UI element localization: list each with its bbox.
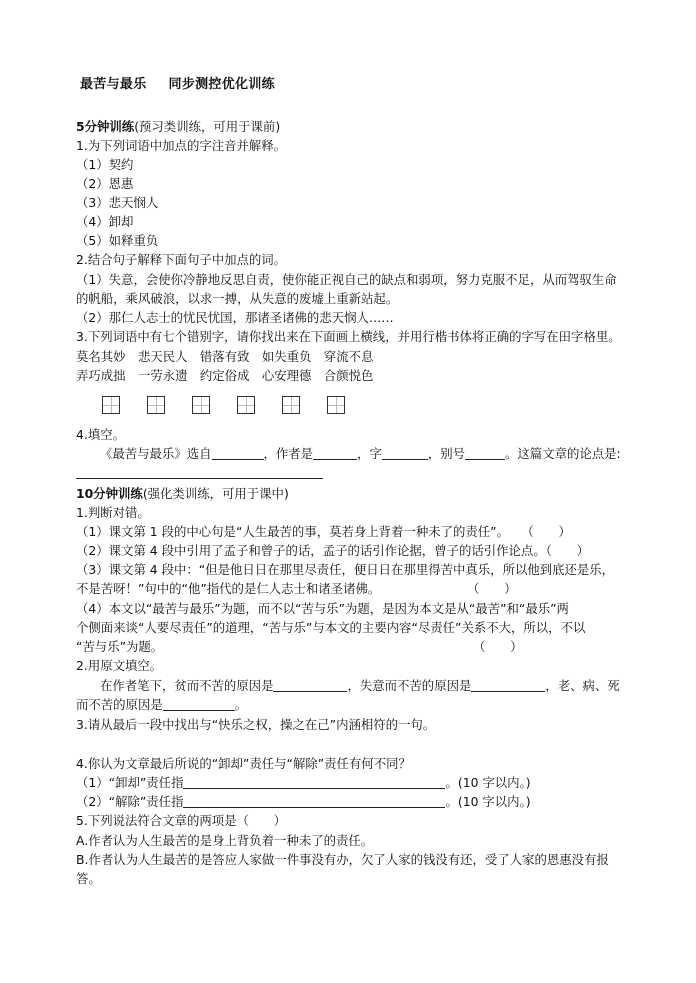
answer-blank[interactable]: [465, 446, 505, 460]
q4-text: ，别号: [427, 446, 466, 461]
answer-blank[interactable]: [163, 697, 235, 711]
fill-line-1: [76, 677, 620, 695]
judge-item-4a: （4）本文以“最苦与最乐”为题，而不以“苦与乐”为题，是因为本文是从“最苦”和“最乐”两: [76, 601, 569, 616]
judge-item-3a: （3）课文第 4 段中：“但是他日日在那里尽责任，便日日在那里得苦中真乐，所以他到底还是乐，: [76, 562, 615, 577]
question-3-find-sentence: 3.请从最后一段中找出与“快乐之权，操之在己”内涵相符的一句。: [76, 717, 436, 732]
answer-line[interactable]: [76, 478, 323, 479]
q4-answer-b: [76, 793, 531, 811]
fill-text: 。: [234, 697, 248, 712]
q4-text: ，字: [357, 446, 382, 461]
tianzige-box[interactable]: [237, 396, 255, 414]
q1-item-2: （2）恩惠: [76, 176, 134, 191]
tianzige-box[interactable]: [147, 396, 165, 414]
fill-text: 而不苦的原因是: [76, 697, 163, 712]
answer-prompt: （2）“解除”责任指: [76, 794, 184, 809]
answer-prompt: （1）“卸却”责任指: [76, 775, 184, 790]
judge-item-4c: “苦与乐”为题。 （ ）: [76, 639, 523, 654]
q1-item-4: （4）卸却: [76, 214, 134, 229]
section-label: 5分钟训练: [76, 119, 135, 134]
judge-question-stem: 1.判断对错。: [76, 505, 150, 520]
judge-item-1: （1）课文第 1 段的中心句是“人生最苦的事，莫若身上背着一种未了的责任”。 （ ）: [76, 524, 571, 539]
tianzige-box[interactable]: [327, 396, 345, 414]
question-3-stem: 3.下列词语中有七个错别字，请你找出来在下面画上横线，并用行楷书体将正确的字写在田字格里。: [76, 329, 621, 344]
fill-question-stem: 2.用原文填空。: [76, 658, 163, 673]
title-main: 最苦与最乐: [80, 77, 147, 92]
answer-blank[interactable]: [273, 678, 347, 692]
answer-blank[interactable]: [212, 446, 264, 460]
document-title: [80, 76, 275, 94]
option-b-line-2: 答。: [76, 871, 101, 886]
q3-word-row-2: 弄巧成拙 一劳永遗 约定俗成 心安理德 合颜悦色: [76, 368, 374, 383]
question-5-stem: 5.下列说法符合文章的两项是（ ）: [76, 813, 287, 828]
q1-item-5: （5）如释重负: [76, 233, 159, 248]
judge-item-2: （2）课文第 4 段中引用了孟子和曾子的话，孟子的话引作论据，曾子的话引作论点。（ ）: [76, 543, 590, 558]
q4-text: 《最苦与最乐》选自: [100, 446, 212, 461]
answer-blank[interactable]: [183, 794, 445, 808]
section-note: (强化类训练，可用于课中): [142, 486, 289, 501]
answer-blank[interactable]: [183, 775, 445, 789]
answer-blank[interactable]: [382, 446, 428, 460]
answer-tail: 。(10 字以内。): [445, 775, 531, 790]
answer-tail: 。(10 字以内。): [445, 794, 531, 809]
question-2-stem: 2.结合句子解释下面句子中加点的词。: [76, 252, 287, 267]
section-label: 10分钟训练: [76, 486, 143, 501]
fill-text: 在作者笔下，贫而不苦的原因是: [100, 678, 274, 693]
q2-sentence-2: （2）那仁人志士的忧民忧国，那诸圣诸佛的悲天悯人……: [76, 310, 394, 325]
section-10min-heading: [76, 485, 289, 503]
q3-word-row-1: 莫名其妙 悲天民人 错落有致 如失重负 穿流不息: [76, 349, 374, 364]
section-5min-heading: [76, 118, 280, 136]
section-note: (预习类训练，可用于课前): [134, 119, 281, 134]
q2-sentence-1a: （1）失意，会使你冷静地反思自责，使你能正视自己的缺点和弱项，努力克服不足，从而驾驭生命: [76, 272, 617, 287]
question-1-stem: 1.为下列词语中加点的字注音并解释。: [76, 138, 287, 153]
q1-item-3: （3）悲天悯人: [76, 195, 159, 210]
q4-fill-line: [76, 445, 621, 463]
option-b-line-1: B.作者认为人生最苦的是答应人家做一件事没有办，欠了人家的钱没有还，受了人家的恩惠没有报: [76, 852, 609, 867]
option-a: A.作者认为人生最苦的是身上背负着一种未了的责任。: [76, 833, 374, 848]
fill-line-2: [76, 696, 247, 714]
tianzige-box[interactable]: [102, 396, 120, 414]
fill-text: ，老、病、死: [545, 678, 620, 693]
q4-text: 。这篇文章的论点是:: [505, 446, 621, 461]
judge-item-3b: 不是苦呀！”句中的“他”指代的是仁人志士和诸圣诸佛。 （ ）: [76, 581, 517, 596]
answer-blank[interactable]: [471, 678, 545, 692]
q1-item-1: （1）契约: [76, 157, 134, 172]
question-4-difference: 4.你认为文章最后所说的“卸却”责任与“解除”责任有何不同？: [76, 756, 411, 771]
tianzige-box[interactable]: [192, 396, 210, 414]
answer-blank[interactable]: [313, 446, 357, 460]
title-sub: 同步测控优化训练: [168, 77, 275, 92]
tianzige-box[interactable]: [282, 396, 300, 414]
q4-text: ，作者是: [263, 446, 314, 461]
fill-text: ，失意而不苦的原因是: [347, 678, 472, 693]
question-4-stem: 4.填空。: [76, 427, 125, 442]
q4-answer-a: [76, 774, 531, 792]
judge-item-4b: 个侧面来谈“人要尽责任”的道理，“苦与乐”与本文的主要内容“尽责任”关系不大，所以，不以: [76, 620, 586, 635]
q2-sentence-1b: 的帆船，乘风破浪，以求一搏，从失意的废墟上重新站起。: [76, 291, 399, 306]
